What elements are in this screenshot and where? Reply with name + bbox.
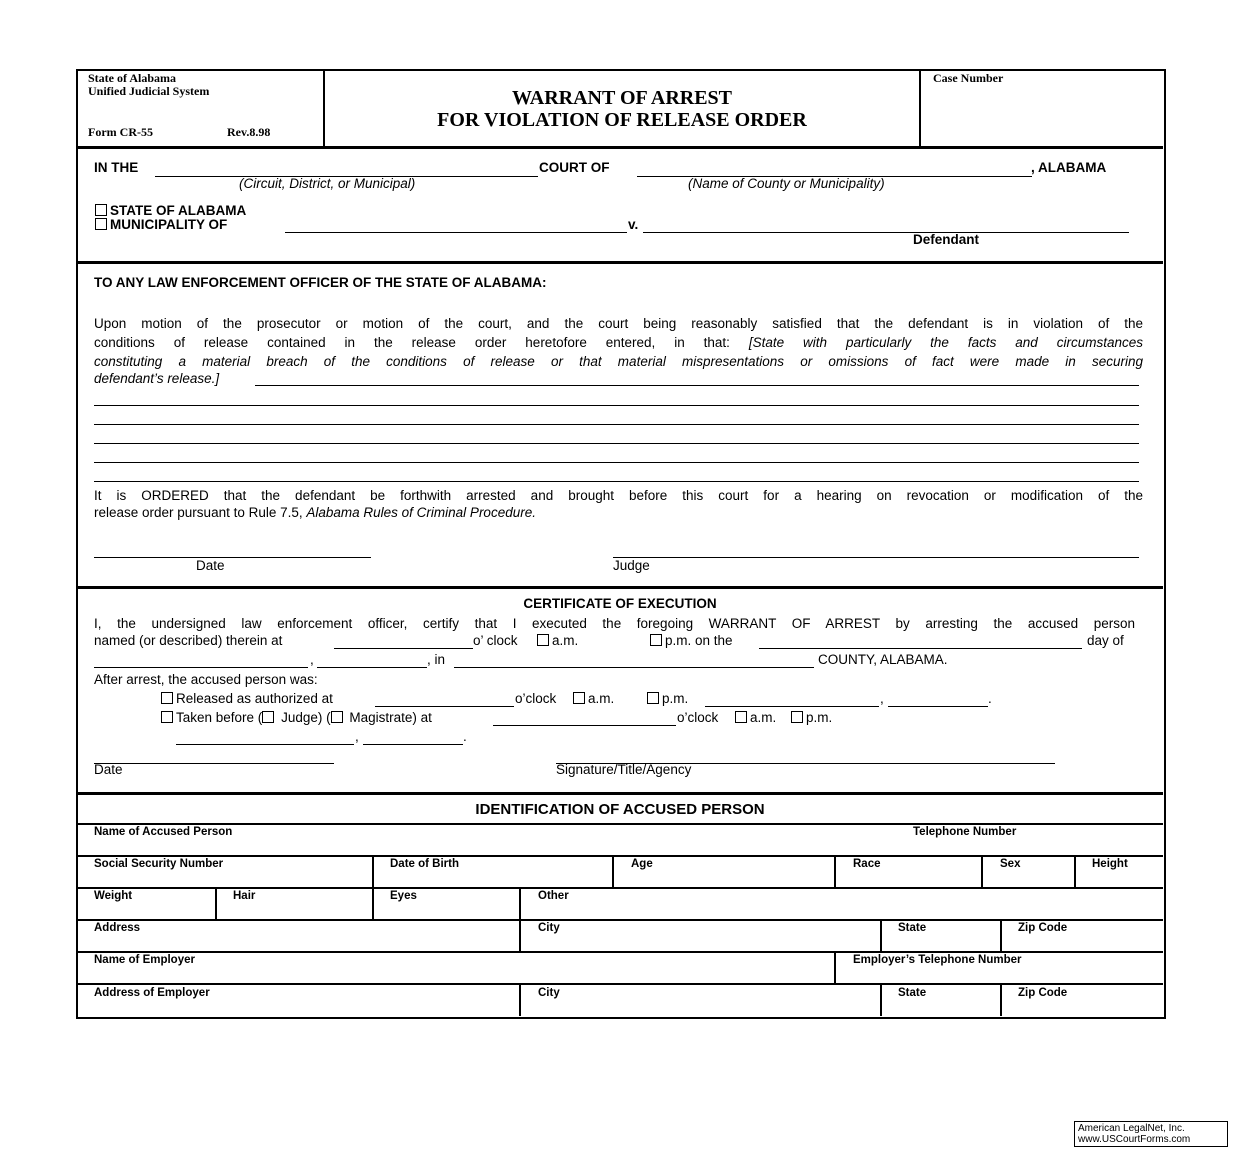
order-heading: TO ANY LAW ENFORCEMENT OFFICER OF THE STATE OF ALABAMA:: [94, 275, 547, 290]
name-field[interactable]: [78, 840, 908, 854]
id-vrule-weight: [215, 888, 217, 920]
defendant-label: Defendant: [913, 232, 980, 247]
id-rule-0: [77, 823, 1163, 825]
taken-pm-checkbox[interactable]: [791, 711, 803, 723]
ordered-line-2a: release order pursuant to Rule 7.5,: [94, 505, 307, 520]
arrest-year-field[interactable]: [317, 653, 427, 668]
id-vrule-employer: [834, 952, 836, 984]
comma-3: ,: [355, 729, 359, 744]
city-label: City: [538, 922, 560, 934]
taken-time-field[interactable]: [493, 711, 676, 726]
state-checkbox[interactable]: [95, 204, 107, 216]
am-checkbox[interactable]: [537, 634, 549, 646]
order-line-2b: [State with particularly the facts and circumstances: [748, 335, 1143, 350]
state-option[interactable]: [95, 203, 246, 218]
released-pm-checkbox[interactable]: [647, 692, 659, 704]
court-of-label: COURT OF: [539, 160, 610, 175]
state-name: State of Alabama: [88, 71, 176, 85]
released-label: Released as authorized at: [176, 691, 333, 706]
id-vrule-eyes: [519, 888, 521, 920]
order-line-1: Upon motion of the prosecutor or motion of the court, and the court being reasonably satisfied that the defendant is in violation of the: [94, 316, 1143, 331]
order-bottom-rule: [77, 586, 1163, 589]
order-line-3: constituting a material breach of the conditions of release or that material mispresentations or omissions of fact were made in securing: [94, 354, 1143, 369]
court-type-field[interactable]: [155, 161, 538, 177]
oclock-label: o’ clock: [473, 633, 518, 648]
id-vrule-race: [981, 856, 983, 888]
period-1: .: [988, 691, 992, 706]
case-number-field[interactable]: [923, 88, 1161, 144]
id-vrule-emp-state: [1000, 984, 1002, 1016]
order-date-field[interactable]: [94, 543, 371, 558]
id-vrule-age: [834, 856, 836, 888]
id-rule-4: [77, 951, 1163, 953]
zip-label: Zip Code: [1018, 922, 1068, 934]
released-am-option[interactable]: [573, 691, 614, 706]
named-at-label: named (or described) therein at: [94, 633, 283, 648]
arrest-month-field[interactable]: [94, 653, 308, 668]
court-bottom-rule: [77, 261, 1163, 264]
released-oclock-label: o’clock: [515, 691, 557, 706]
id-vrule-state: [1000, 920, 1002, 952]
id-vrule-sex: [1074, 856, 1076, 888]
released-pm-label: p.m.: [662, 691, 689, 706]
am-option[interactable]: [537, 633, 578, 648]
form-number: Form CR-55: [88, 125, 153, 139]
telephone-field[interactable]: [910, 840, 1160, 854]
employer-label: Name of Employer: [94, 954, 195, 966]
id-vrule-city: [880, 920, 882, 952]
employer-state-label: State: [898, 987, 927, 999]
judge-option-label: Judge) (: [277, 710, 331, 725]
comma-1: ,: [310, 652, 314, 667]
judge-signature-field[interactable]: [613, 543, 1139, 558]
alabama-label: , ALABAMA: [1031, 160, 1107, 175]
employer-phone-label: Employer’s Telephone Number: [853, 954, 1022, 966]
order-line-2: [94, 333, 1143, 352]
released-option[interactable]: [161, 691, 333, 706]
released-am-label: a.m.: [588, 691, 615, 706]
header-divider-right: [919, 70, 921, 147]
judge-label: Judge: [613, 558, 650, 573]
ssn-label: Social Security Number: [94, 858, 224, 870]
in-the-label: IN THE: [94, 160, 139, 175]
ordered-line-2: [94, 505, 536, 520]
released-time-field[interactable]: [375, 692, 514, 707]
violation-field-6[interactable]: [94, 467, 1139, 482]
employer-city-label: City: [538, 987, 560, 999]
violation-field-1[interactable]: [255, 371, 1139, 386]
cert-date-field[interactable]: [94, 749, 334, 764]
employer-zip-label: Zip Code: [1018, 987, 1068, 999]
pm-option-label: p.m. on the: [665, 633, 733, 648]
am-option-label: a.m.: [552, 633, 579, 648]
violation-field-3[interactable]: [94, 410, 1139, 425]
court-type-hint: (Circuit, District, or Municipal): [239, 176, 416, 191]
period-2: .: [463, 729, 467, 744]
defendant-field[interactable]: [643, 218, 1129, 233]
taken-am-label: a.m.: [750, 710, 777, 725]
taken-am-option[interactable]: [735, 710, 776, 725]
publisher-stamp: [1074, 1121, 1228, 1147]
other-label: Other: [538, 890, 569, 902]
id-rule-2: [77, 887, 1163, 889]
sex-label: Sex: [1000, 858, 1021, 870]
ordered-line-2b: Alabama Rules of Criminal Procedure.: [306, 505, 536, 520]
publisher-name: American LegalNet, Inc.: [1078, 1123, 1185, 1134]
weight-label: Weight: [94, 890, 133, 902]
taken-before-checkbox[interactable]: [161, 711, 173, 723]
taken-oclock-label: o’clock: [677, 710, 719, 725]
released-year-field[interactable]: [888, 692, 988, 707]
municipality-option[interactable]: [95, 217, 227, 232]
height-label: Height: [1092, 858, 1128, 870]
violation-field-2[interactable]: [94, 391, 1139, 406]
arrest-county-field[interactable]: [454, 653, 814, 668]
order-line-2a: conditions of release contained in the release order heretofore entered, in that:: [94, 335, 749, 350]
in-label: , in: [427, 652, 446, 667]
telephone-label: Telephone Number: [913, 826, 1017, 838]
arrest-time-field[interactable]: [334, 634, 473, 649]
signature-label: Signature/Title/Agency: [556, 762, 692, 777]
order-date-label: Date: [196, 558, 225, 573]
taken-before-option[interactable]: [161, 710, 432, 725]
after-arrest-label: After arrest, the accused person was:: [94, 672, 318, 687]
taken-pm-option[interactable]: [791, 710, 832, 725]
state-label: State: [898, 922, 927, 934]
id-rule-1: [77, 855, 1163, 857]
judge-checkbox[interactable]: [262, 711, 274, 723]
race-label: Race: [853, 858, 881, 870]
order-line-4: defendant’s release.]: [94, 371, 220, 386]
employer-address-label: Address of Employer: [94, 987, 210, 999]
county-field[interactable]: [637, 161, 1032, 177]
certificate-bottom-rule: [77, 792, 1163, 795]
versus-label: v.: [628, 217, 639, 232]
certificate-line-1: I, the undersigned law enforcement officer, certify that I executed the foregoing WARRANT OF ARREST by arresting the accused person: [94, 616, 1135, 631]
released-date-field[interactable]: [705, 692, 879, 707]
page-title: [325, 87, 919, 131]
comma-2: ,: [880, 691, 884, 706]
violation-field-4[interactable]: [94, 429, 1139, 444]
county-hint: (Name of County or Municipality): [688, 176, 885, 191]
title-line-2: FOR VIOLATION OF RELEASE ORDER: [437, 109, 807, 131]
released-am-checkbox[interactable]: [573, 692, 585, 704]
system-name: Unified Judicial System: [88, 84, 210, 98]
title-line-1: WARRANT OF ARREST: [511, 87, 733, 109]
county-alabama-label: COUNTY, ALABAMA.: [818, 652, 948, 667]
eyes-label: Eyes: [390, 890, 417, 902]
released-checkbox[interactable]: [161, 692, 173, 704]
day-of-label: day of: [1087, 633, 1124, 648]
id-vrule-dob: [612, 856, 614, 888]
dob-label: Date of Birth: [390, 858, 459, 870]
municipality-checkbox[interactable]: [95, 218, 107, 230]
id-vrule-emp-city: [880, 984, 882, 1016]
address-label: Address: [94, 922, 141, 934]
released-pm-option[interactable]: [647, 691, 688, 706]
taken-year-field[interactable]: [363, 730, 463, 745]
cert-date-label: Date: [94, 762, 123, 777]
hair-label: Hair: [233, 890, 256, 902]
id-vrule-address: [519, 920, 521, 952]
identification-heading: IDENTIFICATION OF ACCUSED PERSON: [475, 801, 765, 818]
certificate-heading: CERTIFICATE OF EXECUTION: [523, 596, 717, 611]
arrest-day-field[interactable]: [759, 634, 1082, 649]
pm-option[interactable]: [650, 633, 733, 648]
id-vrule-hair: [372, 888, 374, 920]
municipality-field[interactable]: [285, 218, 627, 233]
magistrate-option-label: Magistrate) at: [345, 710, 432, 725]
violation-field-5[interactable]: [94, 448, 1139, 463]
taken-am-checkbox[interactable]: [735, 711, 747, 723]
municipality-option-label: MUNICIPALITY OF: [110, 217, 228, 232]
taken-before-label: Taken before (: [176, 710, 263, 725]
pm-checkbox[interactable]: [650, 634, 662, 646]
id-vrule-emp-address: [519, 984, 521, 1016]
header-bottom-rule: [77, 146, 1163, 149]
name-label: Name of Accused Person: [94, 826, 233, 838]
taken-pm-label: p.m.: [806, 710, 833, 725]
id-vrule-ssn: [372, 856, 374, 888]
magistrate-checkbox[interactable]: [331, 711, 343, 723]
publisher-url: www.USCourtForms.com: [1078, 1134, 1191, 1145]
state-option-label: STATE OF ALABAMA: [110, 203, 247, 218]
case-number-label: Case Number: [933, 71, 1004, 85]
taken-date-field[interactable]: [176, 730, 354, 745]
ordered-line-1: It is ORDERED that the defendant be forthwith arrested and brought before this court for a hearing on revocation or modification of the: [94, 488, 1143, 503]
age-label: Age: [631, 858, 653, 870]
form-revision: Rev.8.98: [227, 125, 271, 139]
